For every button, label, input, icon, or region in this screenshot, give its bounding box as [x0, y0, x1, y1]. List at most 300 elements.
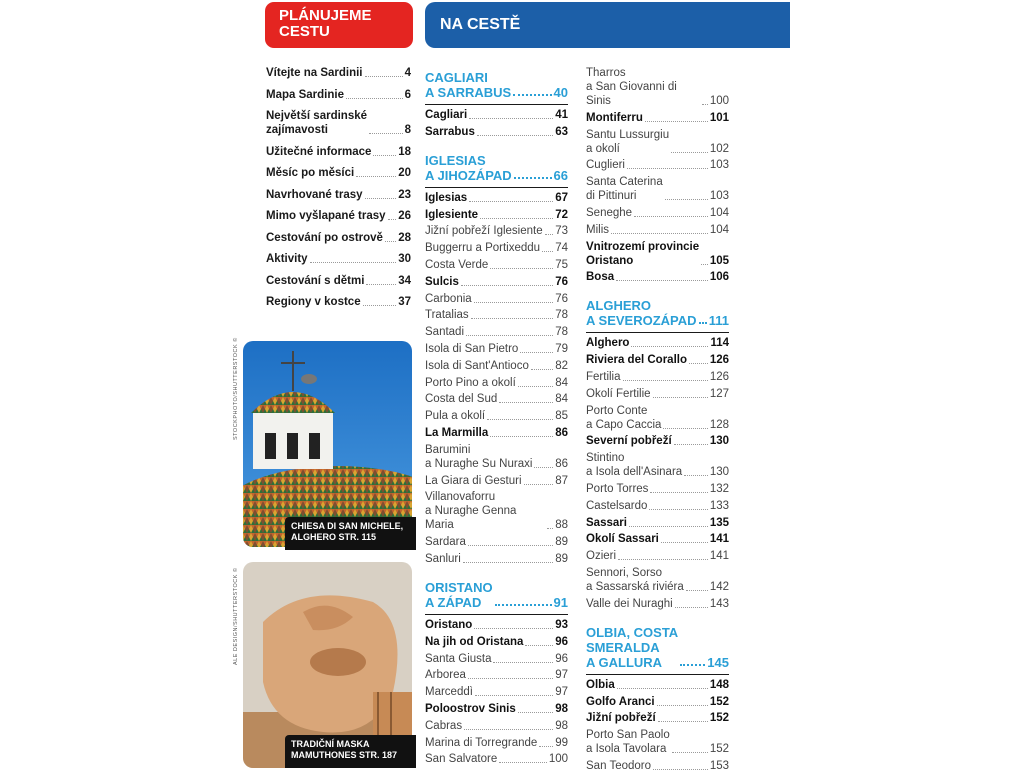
section-olbia [586, 625, 729, 675]
toc-entry-label: ORISTANO A ZÁPAD [425, 579, 493, 610]
dot-leader [461, 285, 553, 286]
toc-entry-page: 100 [548, 753, 568, 766]
section-divider [425, 104, 568, 105]
section-divider [586, 332, 729, 333]
dot-leader [672, 752, 708, 753]
toc-entry-label: Cestování s dětmi [266, 274, 365, 287]
dot-leader [385, 241, 396, 242]
toc-entry-page: 106 [709, 271, 729, 284]
dot-leader [525, 645, 553, 646]
list-oristano [425, 618, 568, 766]
toc-entry[interactable] [586, 759, 729, 773]
toc-entry-label: La Marmilla [425, 426, 489, 439]
toc-entry[interactable] [586, 532, 729, 546]
toc-entry-page: 76 [555, 275, 568, 288]
toc-entry-label: San Salvatore [425, 753, 498, 766]
dot-leader [463, 562, 553, 563]
toc-entry-page: 152 [709, 695, 729, 708]
toc-entry-page: 98 [555, 702, 568, 715]
toc-entry[interactable] [586, 223, 729, 237]
toc-entry[interactable] [425, 392, 568, 406]
dot-leader [675, 607, 708, 608]
planning-item[interactable] [266, 295, 411, 309]
toc-entry[interactable] [425, 490, 568, 532]
dot-leader [671, 152, 708, 153]
toc-entry-label: Sarrabus [425, 125, 475, 138]
toc-entry[interactable] [586, 434, 729, 448]
toc-entry[interactable] [425, 552, 568, 566]
photo2-credit: ALE DESIGN/SHUTTERSTOCK © [233, 567, 239, 665]
toc-entry-label: Seneghe [586, 206, 633, 219]
toc-entry-page: 23 [398, 188, 411, 201]
toc-entry-page: 104 [709, 223, 729, 236]
dot-leader [534, 467, 553, 468]
dot-leader [518, 386, 553, 387]
toc-entry-label: Costa del Sud [425, 393, 498, 406]
dot-leader [663, 428, 707, 429]
tab-on-road[interactable] [425, 2, 790, 48]
toc-entry[interactable] [425, 191, 568, 205]
list-cagliari [425, 108, 568, 139]
section-title-olbia[interactable] [586, 625, 729, 670]
toc-entry-label: Okolí Fertilie [586, 387, 651, 400]
toc-entry[interactable] [425, 108, 568, 122]
toc-entry-label: Severní pobřeží [586, 435, 672, 448]
toc-entry-label: Sardara [425, 536, 466, 549]
toc-entry-label: Navrhované trasy [266, 188, 363, 201]
toc-entry[interactable] [425, 719, 568, 733]
dot-leader [531, 369, 553, 370]
toc-entry[interactable] [586, 566, 729, 594]
section-title-cagliari[interactable] [425, 70, 568, 100]
toc-entry-page: 97 [555, 669, 568, 682]
toc-entry-label: Arborea [425, 669, 466, 682]
dot-leader [649, 509, 707, 510]
toc-entry[interactable] [425, 241, 568, 255]
toc-entry-label: La Giara di Gesturi [425, 474, 522, 487]
dot-leader [524, 484, 554, 485]
dot-leader [665, 199, 708, 200]
dot-leader [684, 475, 708, 476]
toc-entry-label: Cagliari [425, 109, 468, 121]
dot-leader [365, 76, 403, 77]
toc-entry-page: 97 [555, 686, 568, 699]
toc-entry-label: Castelsardo [586, 499, 648, 512]
planning-item[interactable] [266, 252, 411, 266]
dot-leader [388, 219, 397, 220]
dot-leader [520, 352, 553, 353]
toc-entry[interactable] [425, 342, 568, 356]
dot-leader [539, 746, 553, 747]
toc-entry[interactable] [586, 158, 729, 172]
dot-leader [514, 177, 552, 179]
toc-entry-label: Bosa [586, 271, 615, 284]
toc-entry-page: 73 [555, 225, 568, 238]
dot-leader [658, 721, 708, 722]
toc-entry-page: 133 [709, 499, 729, 512]
toc-entry-page: 101 [709, 111, 729, 124]
list-right-top [586, 66, 729, 284]
section-iglesias [425, 153, 568, 188]
toc-entry-page: 84 [555, 393, 568, 406]
dot-leader [702, 104, 708, 105]
toc-entry-label: Největší sardinské zajímavosti [266, 110, 368, 136]
planning-item[interactable] [266, 209, 411, 223]
dot-leader [542, 251, 553, 252]
toc-entry[interactable] [425, 668, 568, 682]
toc-entry-label: Cabras [425, 719, 463, 732]
toc-entry-label: Carbonia [425, 292, 472, 305]
toc-entry-page: 96 [555, 635, 568, 648]
toc-entry-page: 41 [555, 109, 568, 121]
toc-entry-label: Stintino a Isola dell'Asinara [586, 452, 683, 479]
toc-entry-label: Porto Conte a Capo Caccia [586, 404, 662, 431]
toc-entry-label: Sulcis [425, 275, 459, 288]
toc-entry-label: Vítejte na Sardinii [266, 67, 363, 79]
toc-entry[interactable] [586, 451, 729, 479]
dot-leader [495, 604, 552, 606]
planning-list [266, 66, 411, 317]
toc-entry-label: Isola di Sant'Antioco [425, 359, 529, 372]
toc-entry-page: 8 [404, 124, 411, 136]
toc-entry[interactable] [425, 752, 568, 766]
toc-entry-page: 20 [398, 167, 411, 179]
toc-entry[interactable] [425, 443, 568, 471]
toc-entry[interactable] [586, 387, 729, 401]
toc-entry-page: 105 [709, 254, 729, 267]
toc-entry-label: Riviera del Corallo [586, 354, 687, 367]
toc-entry[interactable] [586, 678, 729, 692]
section-divider [586, 674, 729, 675]
toc-entry-page: 100 [709, 95, 729, 107]
toc-entry-page: 78 [555, 309, 568, 322]
toc-entry-label: Porto Pino a okolí [425, 376, 516, 389]
toc-entry[interactable] [586, 111, 729, 125]
toc-entry-page: 135 [709, 516, 729, 529]
toc-entry-label: Mapa Sardinie [266, 88, 344, 101]
toc-entry[interactable] [425, 426, 568, 440]
toc-entry[interactable] [586, 128, 729, 156]
toc-entry-page: 4 [404, 67, 411, 79]
toc-entry-label: Jižní pobřeží [586, 712, 656, 725]
toc-entry-page: 148 [709, 678, 729, 691]
list-olbia [586, 678, 729, 773]
toc-entry-label: Užitečné informace [266, 145, 372, 158]
toc-entry-page: 76 [555, 292, 568, 305]
tab-planning-label: PLÁNUJEME CESTU [279, 7, 372, 40]
toc-entry-page: 142 [709, 580, 729, 593]
section-oristano [425, 580, 568, 615]
toc-entry-label: Měsíc po měsíci [266, 167, 355, 179]
toc-middle-column [425, 66, 568, 769]
toc-entry-page: 72 [555, 208, 568, 221]
toc-entry-page: 128 [709, 418, 729, 431]
toc-entry-label: Valle dei Nuraghi [586, 597, 673, 610]
toc-entry-label: Pula a okolí [425, 410, 486, 423]
planning-item[interactable] [266, 145, 411, 159]
toc-entry[interactable] [586, 549, 729, 563]
toc-entry[interactable] [586, 240, 729, 268]
section-title-alghero[interactable] [586, 298, 729, 328]
planning-item[interactable] [266, 231, 411, 245]
toc-entry[interactable] [586, 206, 729, 220]
photo1-credit: STOCKPHOTO/SHUTTERSTOCK © [233, 337, 239, 440]
toc-entry[interactable] [425, 275, 568, 289]
planning-item[interactable] [266, 274, 411, 288]
dot-leader [366, 284, 396, 285]
toc-entry-label: Villanovaforru a Nuraghe Genna Maria [425, 491, 517, 532]
toc-entry[interactable] [586, 370, 729, 384]
toc-entry-label: Tharros a San Giovanni di Sinis [586, 67, 677, 107]
dot-leader [475, 695, 553, 696]
toc-entry[interactable] [425, 308, 568, 322]
toc-entry-label: Santa Giusta [425, 652, 492, 665]
toc-entry-label: Santa Caterina di Pittinuri [586, 176, 663, 203]
toc-entry-page: 18 [398, 145, 411, 158]
toc-entry[interactable] [586, 175, 729, 203]
dot-leader [653, 769, 708, 770]
toc-entry[interactable] [425, 208, 568, 222]
toc-entry-page: 26 [398, 210, 411, 222]
toc-entry[interactable] [586, 499, 729, 513]
toc-entry[interactable] [425, 376, 568, 390]
toc-entry-page: 79 [555, 342, 568, 355]
toc-entry-label: Barumini a Nuraghe Su Nuraxi [425, 443, 533, 470]
toc-entry[interactable] [425, 359, 568, 373]
planning-item[interactable] [266, 166, 411, 180]
dot-leader [310, 262, 397, 263]
toc-entry[interactable] [425, 224, 568, 238]
toc-entry[interactable] [586, 711, 729, 725]
photo2-caption-text: TRADIČNÍ MASKA MAMUTHONES STR. 187 [291, 739, 398, 760]
planning-item[interactable] [266, 88, 411, 102]
toc-entry-label: Alghero [586, 337, 630, 350]
dot-leader [650, 492, 707, 493]
dot-leader [701, 264, 708, 265]
dot-leader [365, 198, 397, 199]
toc-entry-label: Tratalias [425, 309, 469, 322]
toc-entry[interactable] [425, 535, 568, 549]
toc-entry-page: 75 [555, 258, 568, 271]
toc-entry-page: 89 [555, 552, 568, 565]
toc-entry-page: 104 [709, 206, 729, 219]
toc-entry[interactable] [586, 353, 729, 367]
toc-entry[interactable] [586, 482, 729, 496]
toc-entry-page: 66 [553, 167, 568, 183]
dot-leader [346, 98, 403, 99]
dot-leader [634, 216, 708, 217]
toc-entry[interactable] [425, 736, 568, 750]
toc-entry[interactable] [425, 325, 568, 339]
dot-leader [487, 419, 553, 420]
toc-entry-label: Porto San Paolo a Isola Tavolara [586, 729, 670, 756]
dot-leader [466, 335, 553, 336]
dot-leader [547, 528, 553, 529]
toc-entry-page: 40 [553, 85, 568, 100]
toc-entry-page: 127 [709, 387, 729, 400]
dot-leader [490, 268, 553, 269]
toc-entry-label: San Teodoro [586, 759, 652, 772]
toc-entry-page: 86 [555, 457, 568, 470]
dot-leader [686, 590, 708, 591]
dot-leader [616, 280, 708, 281]
toc-entry-label: Na jih od Oristana [425, 635, 524, 648]
dot-leader [499, 402, 553, 403]
toc-entry[interactable] [425, 685, 568, 699]
toc-entry-page: 96 [555, 652, 568, 665]
toc-entry-label: Cestování po ostrově [266, 231, 383, 244]
toc-entry-page: 143 [709, 597, 729, 610]
dot-leader [657, 705, 708, 706]
dot-leader [545, 234, 554, 235]
photo2-caption [285, 735, 416, 768]
toc-entry-label: Isola di San Pietro [425, 342, 519, 355]
toc-entry-page: 114 [710, 337, 729, 350]
dot-leader [469, 118, 553, 119]
toc-entry-label: Santadi [425, 326, 465, 339]
toc-entry-label: Fertilia [586, 370, 621, 383]
toc-entry-page: 28 [398, 231, 411, 244]
toc-entry[interactable] [586, 728, 729, 756]
dot-leader [499, 762, 547, 763]
toc-entry-page: 91 [553, 594, 568, 610]
toc-entry-label: Ozieri [586, 550, 617, 563]
dot-leader [661, 542, 708, 543]
dot-leader [631, 346, 708, 347]
section-alghero [586, 298, 729, 333]
toc-entry-page: 67 [555, 191, 568, 204]
toc-entry-page: 130 [709, 435, 729, 448]
dot-leader [627, 168, 708, 169]
toc-entry-page: 103 [709, 190, 729, 203]
toc-entry[interactable] [425, 125, 568, 139]
toc-entry[interactable] [586, 270, 729, 284]
toc-entry-label: ALGHERO A SEVEROZÁPAD [586, 298, 697, 329]
toc-entry-page: 34 [398, 274, 411, 287]
toc-entry-page: 126 [709, 354, 729, 367]
toc-entry[interactable] [425, 409, 568, 423]
toc-entry-page: 63 [555, 125, 568, 138]
toc-entry[interactable] [425, 702, 568, 716]
section-title-oristano[interactable] [425, 580, 568, 610]
toc-entry-page: 99 [555, 736, 568, 749]
toc-right-column [586, 66, 729, 776]
toc-entry-page: 87 [555, 474, 568, 487]
toc-entry[interactable] [425, 474, 568, 488]
dot-leader [674, 444, 708, 445]
toc-entry-page: 88 [555, 519, 568, 532]
toc-entry-label: Olbia [586, 678, 615, 691]
toc-entry-label: Mimo vyšlapané trasy [266, 210, 386, 222]
dot-leader [680, 664, 705, 666]
planning-item[interactable] [266, 66, 411, 80]
toc-entry[interactable] [586, 336, 729, 350]
toc-entry[interactable] [425, 652, 568, 666]
toc-entry[interactable] [425, 635, 568, 649]
dot-leader [356, 176, 396, 177]
dot-leader [617, 688, 708, 689]
toc-entry-page: 93 [555, 618, 568, 631]
toc-entry-page: 98 [555, 719, 568, 732]
toc-entry-label: Sanluri [425, 552, 461, 565]
toc-entry-page: 130 [709, 466, 729, 479]
toc-entry-page: 102 [709, 142, 729, 155]
dot-leader [474, 628, 553, 629]
toc-entry[interactable] [586, 597, 729, 611]
toc-entry-page: 74 [555, 242, 568, 255]
toc-entry[interactable] [586, 695, 729, 709]
toc-entry-page: 82 [555, 359, 568, 372]
toc-entry-label: Poloostrov Sinis [425, 702, 516, 715]
dot-leader [363, 305, 397, 306]
toc-entry-label: Montiferru [586, 111, 643, 124]
toc-entry-page: 111 [708, 313, 729, 329]
toc-entry-page: 85 [555, 410, 568, 423]
toc-entry-label: Aktivity [266, 253, 308, 265]
section-cagliari [425, 70, 568, 105]
dot-leader [611, 233, 708, 234]
dot-leader [629, 526, 708, 527]
toc-entry-label: Costa Verde [425, 258, 489, 271]
toc-entry-label: Iglesias [425, 191, 468, 204]
toc-entry-page: 132 [709, 482, 729, 495]
dot-leader [490, 436, 553, 437]
dot-leader [480, 218, 553, 219]
toc-entry-label: OLBIA, COSTA SMERALDA A GALLURA [586, 624, 679, 670]
toc-entry-label: Santu Lussurgiu a okolí [586, 128, 670, 155]
section-divider [425, 614, 568, 615]
toc-entry-page: 153 [709, 759, 729, 772]
toc-entry[interactable] [586, 404, 729, 432]
planning-item[interactable] [266, 109, 411, 137]
dot-leader [474, 302, 554, 303]
toc-entry-label: Golfo Aranci [586, 695, 655, 708]
tab-on-road-label: NA CESTĚ [440, 16, 521, 33]
toc-entry[interactable] [425, 292, 568, 306]
dot-leader [464, 729, 553, 730]
toc-entry-page: 86 [555, 426, 568, 439]
toc-entry[interactable] [425, 258, 568, 272]
list-alghero [586, 336, 729, 610]
toc-entry[interactable] [425, 618, 568, 632]
dot-leader [468, 545, 553, 546]
dot-leader [518, 712, 553, 713]
dot-leader [689, 363, 708, 364]
toc-entry[interactable] [586, 516, 729, 530]
section-divider [425, 187, 568, 188]
photo1-caption [285, 517, 416, 550]
section-title-iglesias[interactable] [425, 153, 568, 183]
photo1-caption-text: CHIESA DI SAN MICHELE, ALGHERO STR. 115 [291, 521, 404, 542]
dot-leader [369, 133, 403, 134]
toc-entry-page: 78 [555, 326, 568, 339]
toc-entry-label: Sennori, Sorso a Sassarská riviéra [586, 566, 684, 593]
toc-entry-label: Cuglieri [586, 159, 625, 172]
toc-entry[interactable] [586, 66, 729, 108]
toc-entry-label: Vnitrozemí provincie Oristano [586, 240, 700, 267]
planning-item[interactable] [266, 188, 411, 202]
toc-entry-label: Porto Torres [586, 482, 649, 495]
toc-entry-page: 6 [404, 88, 411, 101]
toc-entry-label: Marceddì [425, 686, 473, 699]
toc-entry-page: 126 [709, 370, 729, 383]
toc-entry-label: Jižní pobřeží Iglesiente [425, 225, 543, 238]
dot-leader [623, 380, 708, 381]
dot-leader [653, 397, 708, 398]
dot-leader [469, 201, 553, 202]
tab-planning[interactable] [265, 2, 413, 48]
toc-entry-label: Regiony v kostce [266, 296, 361, 308]
